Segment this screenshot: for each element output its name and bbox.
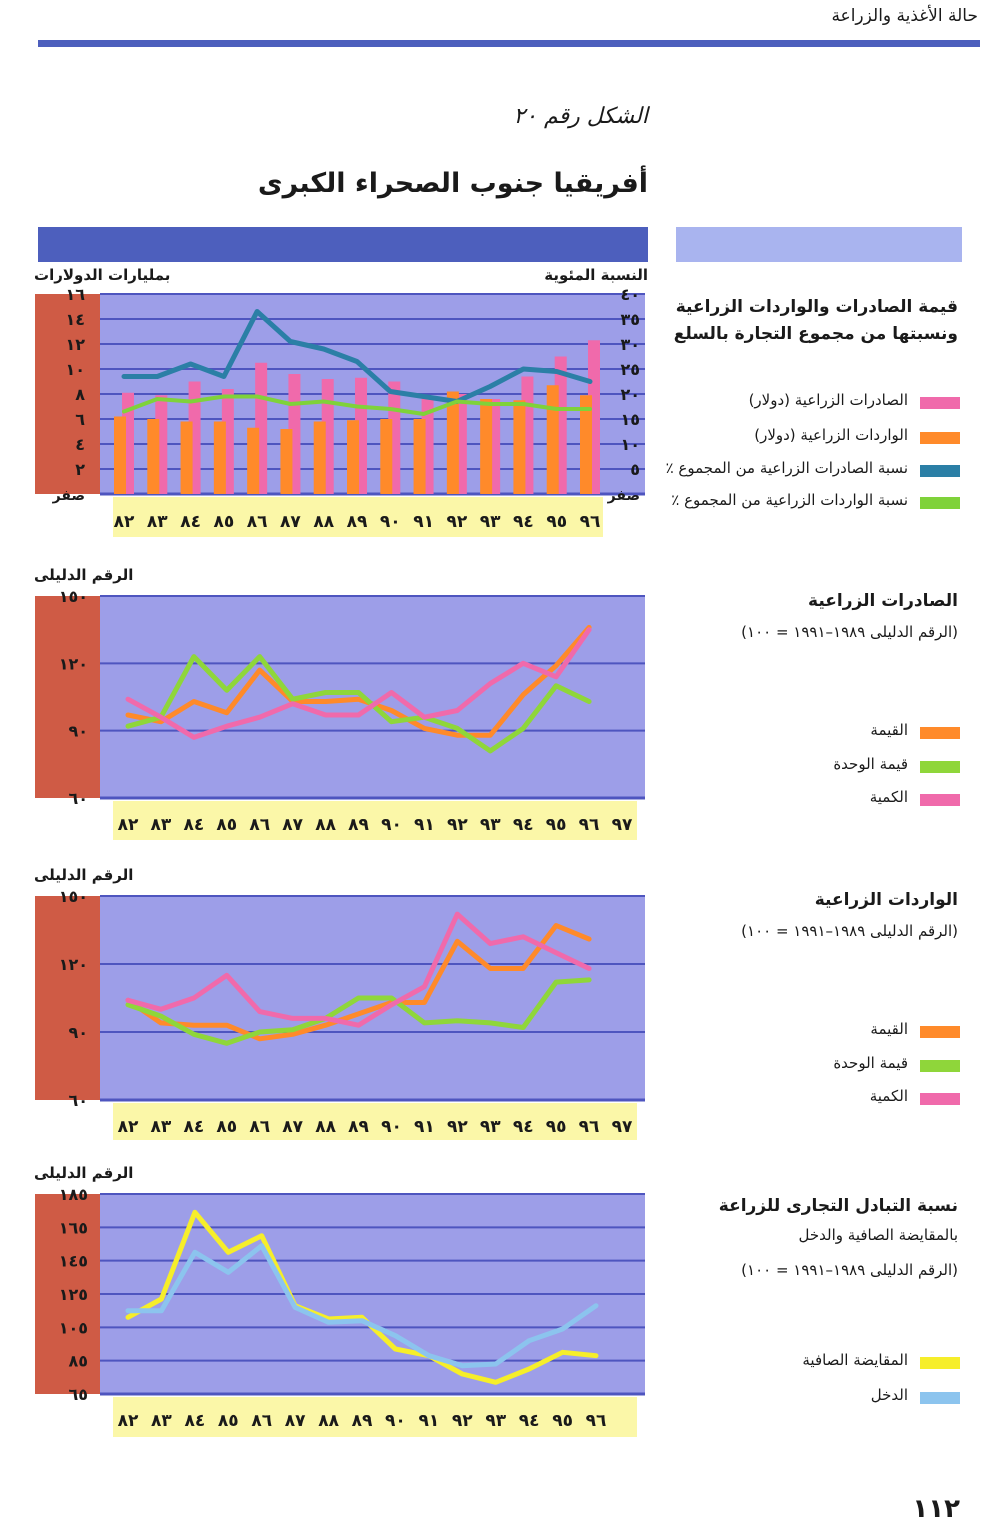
y-tick-label-right: ٣٥ <box>620 310 640 329</box>
x-tick-label: ٩٣ <box>479 512 501 532</box>
x-tick-label: ٨٩ <box>351 1411 373 1431</box>
chart4-subtitle: (الرقم الدليلى ١٩٨٩–١٩٩١ = ١٠٠) <box>741 1261 958 1279</box>
y-tick-label-right: ٤٠ <box>620 288 640 304</box>
x-tick-label: ٨٨ <box>315 1117 336 1137</box>
bar-ag-imports <box>447 392 459 495</box>
y-tick-label-right: صفر <box>607 488 640 504</box>
header-rule <box>38 40 980 47</box>
chart2-ag-exports-index <box>0 590 660 840</box>
legend-label: نسبة الواردات الزراعية من المجموع ٪ <box>671 491 908 509</box>
x-tick-label: ٩٤ <box>512 815 534 835</box>
x-tick-label: ٨٤ <box>180 512 201 532</box>
plot-area <box>100 596 645 798</box>
legend-label: الكمية <box>869 788 908 806</box>
x-tick-label: ٨٦ <box>249 815 271 835</box>
y-tick-label: ١٢٠ <box>58 955 88 974</box>
x-tick-label: ٨٦ <box>249 1117 271 1137</box>
x-tick-label: ٨٣ <box>150 1117 172 1137</box>
legend-chart4-income <box>630 1386 960 1410</box>
x-tick-label: ٨٥ <box>216 1117 238 1137</box>
x-tick-label: ٩٥ <box>546 512 568 532</box>
legend-label: الواردات الزراعية (دولار) <box>754 426 908 444</box>
legend-swatch <box>920 761 960 773</box>
x-tick-label: ٩٧ <box>611 815 633 835</box>
bar-ag-imports <box>380 419 392 494</box>
page-number: ١١٢ <box>912 1494 960 1524</box>
legend-chart3-value <box>630 1020 960 1044</box>
legend-label: الدخل <box>870 1386 908 1404</box>
bar-ag-imports <box>181 422 193 495</box>
x-tick-label: ٩١ <box>414 815 435 835</box>
y-tick-label-right: ٣٠ <box>620 335 640 354</box>
x-tick-label: ٩٣ <box>479 1117 501 1137</box>
bar-ag-imports <box>214 422 226 495</box>
legend-label: القيمة <box>870 1020 908 1038</box>
legend-chart2-value <box>630 721 960 745</box>
x-tick-label: ٩٠ <box>381 1117 402 1137</box>
chart3-title: الواردات الزراعية <box>814 890 958 910</box>
x-tick-label: ٨٩ <box>348 1117 369 1137</box>
legend-ag-imports-share <box>630 491 960 515</box>
x-tick-label: ٩٠ <box>379 512 401 532</box>
y-tick-label: ٩٠ <box>68 721 88 741</box>
title-band-left <box>38 227 648 262</box>
x-tick-label: ٩١ <box>418 1411 440 1431</box>
x-tick-label: ٨٨ <box>313 512 335 532</box>
y-tick-label: ٦٠ <box>68 1091 88 1110</box>
chart2-subtitle: (الرقم الدليلى ١٩٨٩–١٩٩١ = ١٠٠) <box>741 623 958 641</box>
y-tick-label: ٦٥ <box>68 1385 88 1404</box>
x-tick-label: ٨٧ <box>280 512 301 532</box>
y-tick-label: ١٠٥ <box>58 1318 88 1338</box>
legend-ag-imports-value <box>630 426 960 450</box>
chart1-title: قيمة الصادرات والواردات الزراعية ونسبتها من مجموع التجارة بالسلع <box>673 297 958 344</box>
y-tick-label: ١٦٥ <box>58 1218 88 1238</box>
x-tick-label: ٩٤ <box>518 1411 540 1431</box>
x-tick-label: ٨٦ <box>251 1411 273 1431</box>
chart3-axis-caption: الرقم الدليلى <box>34 866 134 884</box>
chart3-subtitle: (الرقم الدليلى ١٩٨٩–١٩٩١ = ١٠٠) <box>741 922 958 940</box>
y-tick-label: ٦٠ <box>68 789 88 808</box>
x-tick-label: ٨٨ <box>318 1411 339 1431</box>
legend-label: المقايضة الصافية <box>802 1351 908 1369</box>
legend-label: نسبة الصادرات الزراعية من المجموع ٪ <box>665 459 908 477</box>
x-tick-label: ٨٩ <box>346 512 368 532</box>
chart1-left-axis-caption: بمليارات الدولارات <box>34 266 171 284</box>
legend-label: القيمة <box>870 721 908 739</box>
legend-chart2-unit-value <box>630 755 960 779</box>
x-tick-label: ٩٦ <box>578 815 600 835</box>
y-tick-label-right: ١٥ <box>620 410 640 429</box>
y-tick-label: ١٥٠ <box>58 890 88 906</box>
y-axis-strip <box>35 596 100 798</box>
x-tick-label: ٨٧ <box>284 1411 306 1431</box>
x-tick-label: ٩٢ <box>446 1117 468 1137</box>
legend-swatch <box>920 794 960 806</box>
x-tick-label: ٩٠ <box>385 1411 406 1431</box>
x-tick-label: ٨٢ <box>117 1411 139 1431</box>
x-tick-label: ٩٧ <box>611 1117 633 1137</box>
x-tick-label: ٨٥ <box>217 1411 239 1431</box>
chart4-subtitle-line1: بالمقايضة الصافية والدخل <box>798 1226 958 1244</box>
legend-swatch <box>920 1392 960 1404</box>
x-tick-label: ٩٣ <box>485 1411 507 1431</box>
y-axis-strip <box>35 896 100 1100</box>
chart3-ag-imports-index <box>0 890 660 1140</box>
legend-label: قيمة الوحدة <box>833 1054 908 1072</box>
y-tick-label: ١٤٥ <box>58 1251 88 1271</box>
legend-ag-exports-share <box>630 459 960 483</box>
y-tick-label: ٨٥ <box>68 1351 88 1371</box>
y-tick-label-left: ٦ <box>75 410 85 429</box>
x-tick-label: ٩١ <box>414 1117 435 1137</box>
y-tick-label: ١٨٥ <box>58 1188 88 1204</box>
y-tick-label-right: ٢٠ <box>620 385 640 404</box>
y-tick-label-left: صفر <box>52 488 85 504</box>
x-tick-label: ٩٢ <box>451 1411 473 1431</box>
bar-ag-imports <box>480 399 492 494</box>
legend-chart3-quantity <box>630 1087 960 1111</box>
legend-ag-exports-value <box>630 391 960 415</box>
x-tick-label: ٩١ <box>413 512 434 532</box>
y-tick-label: ٩٠ <box>68 1023 88 1042</box>
bar-ag-imports <box>114 417 126 495</box>
x-tick-label: ٨٤ <box>183 1117 205 1137</box>
y-tick-label-left: ٢ <box>75 460 85 479</box>
x-tick-label: ٩٤ <box>512 1117 534 1137</box>
x-tick-label: ٩٢ <box>446 815 468 835</box>
figure-label: الشكل رقم ٢٠ <box>513 104 648 129</box>
bar-ag-imports <box>280 429 292 494</box>
legend-swatch <box>920 432 960 444</box>
bar-ag-imports <box>347 420 359 494</box>
x-tick-label: ٨٢ <box>117 1117 139 1137</box>
chart4-terms-of-trade-index <box>0 1188 660 1438</box>
bar-ag-imports <box>247 428 259 494</box>
running-header: حالة الأغذية والزراعة <box>831 6 978 26</box>
x-tick-label: ٨٨ <box>315 815 336 835</box>
title-band-right <box>676 227 962 262</box>
legend-swatch <box>920 1093 960 1105</box>
y-tick-label-left: ١٤ <box>65 310 85 329</box>
x-tick-label: ٨٣ <box>146 512 168 532</box>
bar-ag-imports <box>314 422 326 495</box>
x-tick-label: ٨٥ <box>216 815 238 835</box>
y-tick-label-left: ٨ <box>75 385 85 404</box>
x-tick-label: ٨٧ <box>282 815 304 835</box>
legend-swatch <box>920 727 960 739</box>
y-tick-label: ١٢٥ <box>58 1285 88 1304</box>
chart2-axis-caption: الرقم الدليلى <box>34 566 134 584</box>
x-tick-label: ٩٦ <box>585 1411 607 1431</box>
chart1-right-axis-caption: النسبة المئوية <box>544 266 648 284</box>
bar-ag-imports <box>147 419 159 494</box>
x-tick-label: ٨٢ <box>117 815 139 835</box>
x-tick-label: ٨٧ <box>282 1117 304 1137</box>
legend-swatch <box>920 1060 960 1072</box>
x-tick-label: ٨٢ <box>113 512 135 532</box>
y-tick-label-left: ١٦ <box>65 288 85 304</box>
y-tick-label-right: ٥ <box>630 460 640 479</box>
x-tick-label: ٩٤ <box>513 512 534 532</box>
y-tick-label-left: ١٠ <box>65 360 85 379</box>
x-tick-label: ٩٣ <box>479 815 501 835</box>
x-tick-label: ٩٥ <box>552 1411 573 1431</box>
legend-label: الكمية <box>869 1087 908 1105</box>
legend-swatch <box>920 497 960 509</box>
legend-chart3-unit-value <box>630 1054 960 1078</box>
chart2-title: الصادرات الزراعية <box>808 591 958 611</box>
chart1-trade-value-chart <box>0 288 660 543</box>
x-tick-label: ٨٥ <box>213 512 235 532</box>
legend-chart2-quantity <box>630 788 960 812</box>
chart4-axis-caption: الرقم الدليلى <box>34 1164 134 1182</box>
y-tick-label-left: ٤ <box>75 435 85 454</box>
x-tick-label: ٨٦ <box>246 512 268 532</box>
legend-label: قيمة الوحدة <box>833 755 908 773</box>
x-tick-label: ٨٣ <box>151 1411 172 1431</box>
x-tick-label: ٨٩ <box>348 815 369 835</box>
x-tick-label: ٩٥ <box>545 815 567 835</box>
x-tick-label: ٨٤ <box>183 815 205 835</box>
legend-chart4-net-barter <box>630 1351 960 1375</box>
chart4-title: نسبة التبادل التجارى للزراعة <box>718 1196 958 1216</box>
bar-ag-imports <box>513 400 525 494</box>
x-tick-label: ٩٠ <box>381 815 402 835</box>
legend-swatch <box>920 1357 960 1369</box>
bar-ag-imports <box>414 419 426 494</box>
x-tick-label: ٩٥ <box>545 1117 567 1137</box>
legend-swatch <box>920 397 960 409</box>
x-tick-label: ٩٢ <box>446 512 468 532</box>
y-tick-label-left: ١٢ <box>65 335 85 354</box>
main-title: أفريقيا جنوب الصحراء الكبرى <box>257 168 648 199</box>
x-tick-label: ٩٦ <box>578 1117 600 1137</box>
x-tick-label: ٨٤ <box>184 1411 206 1431</box>
legend-swatch <box>920 465 960 477</box>
legend-label: الصادرات الزراعية (دولار) <box>748 391 908 409</box>
x-tick-label: ٩٦ <box>579 512 601 532</box>
y-tick-label: ١٥٠ <box>58 590 88 606</box>
x-tick-label: ٨٣ <box>150 815 172 835</box>
y-tick-label-right: ١٠ <box>620 435 640 454</box>
y-tick-label-right: ٢٥ <box>620 360 640 379</box>
y-tick-label: ١٢٠ <box>58 654 88 674</box>
legend-swatch <box>920 1026 960 1038</box>
bar-ag-imports <box>547 385 559 494</box>
